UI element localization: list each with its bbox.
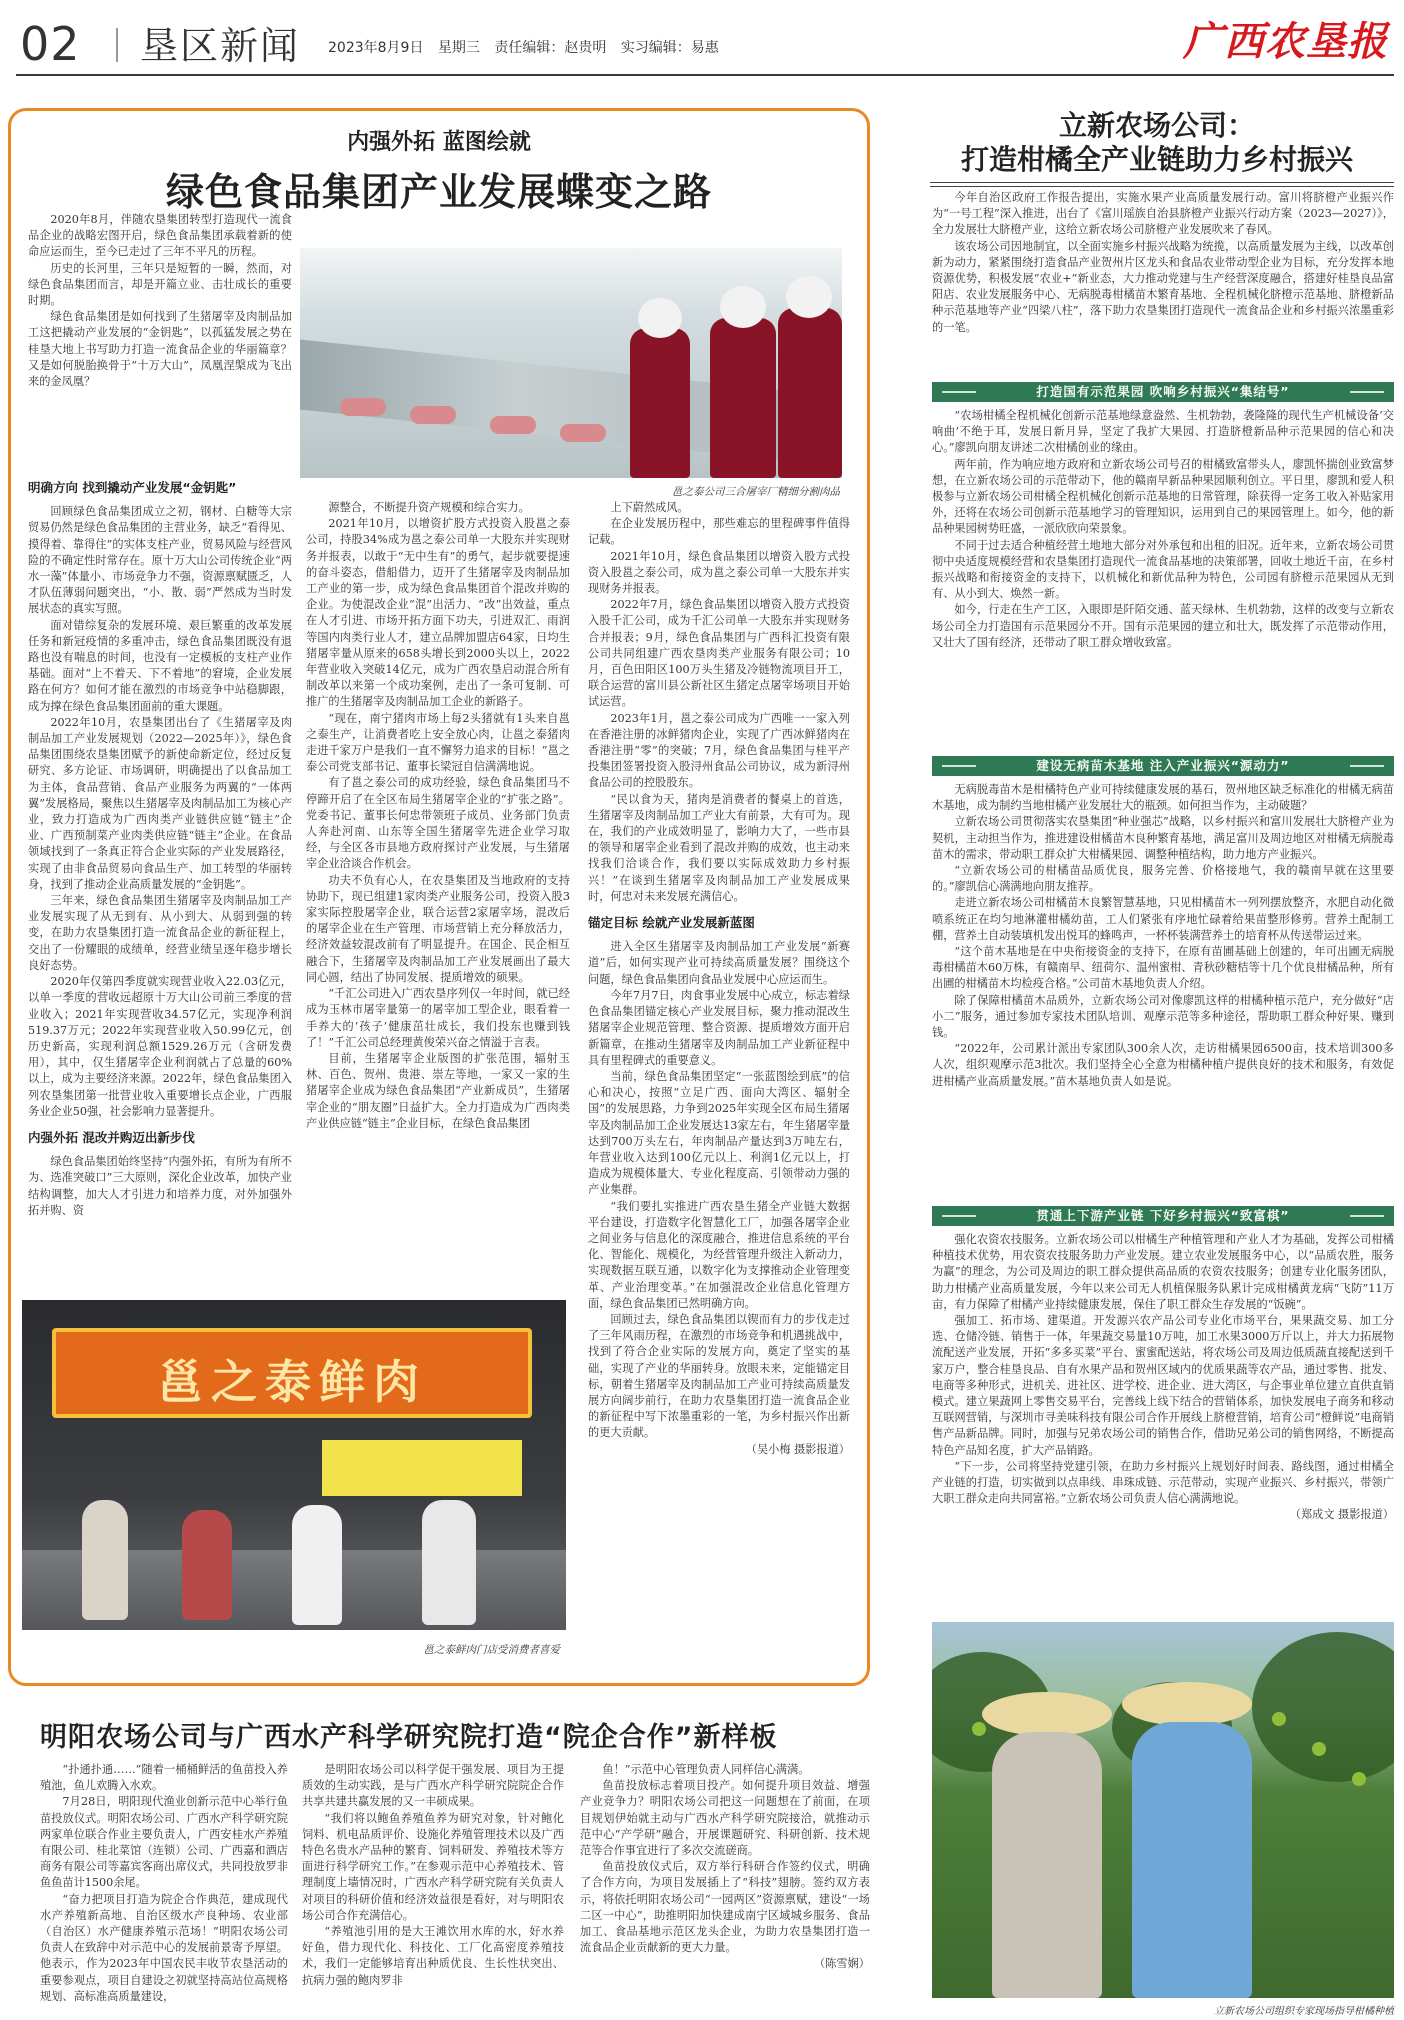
byline: （陈雪娴） bbox=[814, 1957, 870, 1971]
worker-figure bbox=[778, 308, 842, 478]
meat-cut bbox=[560, 424, 606, 442]
photo1-caption: 邕之泰公司三合屠宰厂精细分割肉品 bbox=[672, 486, 840, 498]
paragraph: 无病脱毒苗木是柑橘特色产业可持续健康发展的基石，贺州地区缺乏标准化的柑橘无病苗木基地，成为制约当地柑橘产业发展壮大的瓶颈。如何担当作为，主动破题？ bbox=[932, 783, 1394, 813]
paragraph: 如今，行走在生产工区，入眼即是阡陌交通、蓝天绿林、生机勃勃，这样的改变与立新农场公司全力打造国有示范果园分不开。国有示范果园的建立和壮大，既发挥了示范带动作用，又壮大了国有经济，还带动了职工群众增收致富。 bbox=[932, 603, 1394, 649]
paragraph: “2022年，公司累计派出专家团队300余人次，走访柑橘果园6500亩，技术培训300多人次，组织观摩示范3批次。我们坚持全心全意为柑橘种植户提供良好的技术和服务，有效促进柑橘产业高质量发展。”苗木基地负责人如是说。 bbox=[932, 1042, 1394, 1088]
paragraph: 立新农场公司贯彻落实农垦集团“种业强芯”战略，以乡村振兴和富川发展壮大脐橙产业为契机，主动担当作为，推进建设柑橘苗木良种繁育基地，满足富川及周边地区对柑橘无病脱毒苗木的需求，带动职工群众扩大柑橘果园、调整种植结构，助力地方产业振兴。 bbox=[932, 815, 1394, 861]
paragraph: 是明阳农场公司以科学促干强发展、项目为王提质效的生动实践，是与广西水产科学研究院院企合作共享共建共赢发展的又一丰硕成果。 bbox=[302, 1763, 564, 1809]
right-section-1 bbox=[932, 408, 1394, 752]
paragraph: 该农场公司因地制宜，以全面实施乡村振兴战略为统揽，以高质量发展为主线，以改革创新为动力，紧紧围绕打造食品产业贺州片区龙头和食品农业带动型企业为目标，充分发挥本地资源优势，积极发展“农业+”新业态，大力推动党建与生产经营深度融合，搭建好桂垦良品富阳店、农业发展服务中心、无病脱毒柑橘苗木繁育基地、全程机械化脐橙示范基地、脐橙新品种示范基地等产业“四梁八柱”，落下助力农垦集团打造现代一流食品企业和乡村振兴浓墨重彩的一笔。 bbox=[932, 239, 1394, 334]
photo2-caption: 邕之泰鲜肉门店受消费者喜爱 bbox=[423, 1644, 560, 1656]
paragraph: 今年自治区政府工作报告提出，实施水果产业高质量发展行动。富川将脐橙产业振兴作为“一号工程”深入推进，出台了《富川瑶族自治县脐橙产业振兴行动方案（2023—2027）》，全力发展壮大脐橙产业，这给立新农场公司脐橙产业发展吹来了春风。 bbox=[932, 191, 1394, 237]
masthead bbox=[16, 14, 1394, 76]
customer-figure bbox=[292, 1505, 342, 1625]
paragraph: 进入全区生猪屠宰及肉制品加工产业发展“新赛道”后，如何实现产业可持续高质量发展？围绕这个问题，绿色食品集团向食品业发展中心应运而生。 bbox=[588, 940, 850, 986]
paragraph: 回顾绿色食品集团成立之初，钢材、白糖等大宗贸易仍然是绿色食品集团的主营业务，缺乏“看得见、摸得着、靠得住”的实体支柱产业，贸易风险与经营风险的不确定性时常存在。原十万大山公司传统企业“两水一藻”体量小、市场竞争力不强，资源禀赋匮乏，人才队伍薄弱问题突出，“小、散、弱”严然成为当时发展状态的真实写照。 bbox=[28, 505, 292, 616]
promo-banner bbox=[322, 1440, 522, 1496]
paragraph: 2022年7月，绿色食品集团以增资入股方式投资入股千汇公司，成为千汇公司单一大股东并实现财务合并报表；9月，绿色食品集团与广西科汇投资有限公司共同组建广西农垦肉类产业服务有限公司；10月，百色田阳区100万头生猪及冷链物流项目开工，联合运营的富川县公新社区生猪定点屠宰场项目开始试运营。 bbox=[588, 598, 850, 709]
paragraph: 2023年1月，邕之泰公司成为广西唯一一家入列在香港注册的冰鲜猪肉企业，实现了广西冰鲜猪肉在香港注册“零”的突破；7月，绿色食品集团与桂平产投集团签署投资入股浔州食品公司协议，成为新浔州食品公司的控股股东。 bbox=[588, 711, 850, 790]
paragraph: “奋力把项目打造为院企合作典范，建成现代水产养殖新高地、自治区级水产良种场、农业部（自治区）水产健康养殖示范场！”明阳农场公司负责人在致辞中对示范中心的发展前景寄予厚望。他表示，作为2023年中国农民丰收节农垦活动的重要参观点，项目自建设之初就坚持高站位高规格规划、高标准高质量建设， bbox=[40, 1892, 288, 2003]
paragraph: “我们将以鲍鱼养殖鱼养为研究对象，针对鲍化饲料、机电品质评价、设施化养殖管理技术以及广西特色名贵水产品种的繁育、饲料研发、养殖技术等方面进行科学研究工作。”在参观示范中心养殖技术、管理制度上墙情况时，广西水产科学研究院有关负责人对项目的科研价值和经济效益很是看好，对与明阳农场公司合作充满信心。 bbox=[302, 1811, 564, 1922]
worker-cap bbox=[638, 298, 682, 338]
photo-credit: （吴小梅 摄影报道） bbox=[745, 1442, 850, 1456]
paragraph: 当前，绿色食品集团坚定“一张蓝图绘到底”的信心和决心，按照“立足广西、面向大湾区、辐射全国”的发展思路，力争到2025年实现全区布局生猪屠宰及肉制品加工企业发展达13家左右，年生猪屠宰量达到700万头左右，年肉制品产量达到3万吨左右，年营业收入达到100亿元以上、利润1亿元以上，打造成为规模体量大、专业化程度高、引领带动力强的产业集群。 bbox=[588, 1069, 850, 1197]
meat-cut bbox=[340, 398, 386, 416]
farmer-figure bbox=[1132, 1722, 1252, 1998]
paragraph: 鱼苗投放标志着项目投产。如何提升项目效益、增强产业竞争力？明阳农场公司把这一问题想在了前面，在项目规划伊始就主动与广西水产科学研究院接洽，就推动示范中心“产学研”融合，开展课题研究、科研创新、技术规范等合作事宜进行了多次交流磋商。 bbox=[580, 1779, 870, 1858]
meat-cut bbox=[490, 416, 536, 434]
paragraph: 绿色食品集团始终坚持“内强外拓，有所为有所不为、选准突破口”三大原则，深化企业改革，加快产业结构调整，加大人才引进力和培养力度，对外加强外拓并购、资 bbox=[28, 1155, 292, 1217]
subheading: 明确方向 找到撬动产业发展“金钥匙” bbox=[28, 480, 237, 495]
paragraph: 2021年10月，绿色食品集团以增资入股方式投资入股邕之泰公司，成为邕之泰公司单一大股东并实现财务并报表。 bbox=[588, 549, 850, 596]
newspaper-logo: 广西农垦报 bbox=[1183, 18, 1388, 65]
paragraph: 源整合，不断提升资产规模和综合实力。 bbox=[328, 501, 530, 514]
orchard-photo-caption: 立新农场公司组织专家现场指导柑橘种植 bbox=[1214, 2006, 1394, 2017]
paragraph: 走进立新农场公司柑橘苗木良繁智慧基地，只见柑橘苗木一列列摆放整齐，水肥自动化微喷系统正在均匀地淋灌柑橘幼苗，工人们紧张有序地忙碌着给果苗整形修剪。营养土配制工棚，营养土自动装填机发出悦耳的蜂鸣声，一杯杯装满营养土的培育杯从传送带运过来。 bbox=[932, 896, 1394, 942]
staff-figure bbox=[422, 1500, 476, 1625]
right-article-title-line2: 打造柑橘全产业链助力乡村振兴 bbox=[960, 143, 1353, 176]
title-rule bbox=[930, 186, 1394, 187]
paragraph: 面对错综复杂的发展环境、艰巨繁重的改革发展任务和新冠疫情的多重冲击，绿色食品集团既没有退路也没有喘息的时间，也没有一定模板的支柱产业作基础。面对“上不着天、下不着地”的窘境，企业发展路在何方？如何才能在激烈的市场竞争中站稳脚跟，成为撑在绿色食品集团面前的重大课题。 bbox=[28, 618, 292, 713]
paragraph: 目前，生猪屠宰企业版图的扩张范围，辐射玉林、百色、贺州、贵港、崇左等地，一家又一家的生猪屠宰企业成为绿色食品集团“产业新成员”，生猪屠宰企业的“朋友圈”日益扩大。全力打造成为广西肉类产业供应链“链主”企业目标，在绿色食品集团 bbox=[306, 1051, 570, 1130]
section-title: 垦区新闻 bbox=[140, 24, 301, 68]
issue-date: 2023年8月9日 bbox=[328, 40, 424, 56]
straw-hat bbox=[982, 1692, 1112, 1736]
feature-column-2 bbox=[306, 500, 570, 1290]
paragraph: “养殖池引用的是大王滩饮用水库的水，好水养好鱼，借力现代化、科技化、工厂化高密度养殖技术，我们一定能够培育出种质优良、生长性状突出、抗病力强的鲍肉罗非 bbox=[302, 1925, 564, 1987]
worker-figure bbox=[630, 328, 690, 478]
store-sign-text: 邕之泰鲜肉 bbox=[157, 1355, 427, 1409]
subhead-bar-2: 建设无病苗木基地 注入产业振兴“源动力” bbox=[932, 756, 1394, 776]
paragraph: 2020年仅第四季度就实现营业收入22.03亿元，以单一季度的营收远超原十万大山公司前三季度的营业收入；2021年实现营收34.57亿元，实现净利润519.37万元；2022年实现营业收入50.99亿元，创历史新高，实现利润总额1529.26万元（含研发费用），其中，仅生猪屠宰企业利润就占了总量的60%以上，成为主要经济来源。2022年，绿色食品集团入列农垦集团第一批营业收入重要增长点企业，广西服务业企业50强，社会影响力显著提升。 bbox=[28, 975, 292, 1118]
expert-figure bbox=[992, 1732, 1102, 1998]
paragraph: 绿色食品集团是如何找到了生猪屠宰及肉制品加工这把撬动产业发展的“金钥匙”，以孤猛发展之势在桂垦大地上书写助力打造一流食品企业的华丽篇章？又是如何脱胎换骨于“十万大山”，凤凰涅槃成为飞出来的金凤凰？ bbox=[28, 310, 292, 389]
citrus-fruit bbox=[1352, 1772, 1366, 1786]
paragraph: 回顾过去，绿色食品集团以锲而有力的步伐走过了三年风雨历程，在激烈的市场竞争和机遇挑战中，找到了符合企业实际的发展方向，奠定了坚实的基础，实现了产业的华丽转身。放眼未来，定能锚定目标，朝着生猪屠宰及肉制品加工产业可持续高质量发展方向阔步前行，在助力农垦集团打造一流食品企业的新征程中写下浓墨重彩的一笔，为乡村振兴作出新的更大贡献。 bbox=[588, 1312, 850, 1440]
responsible-editor: 责任编辑：赵贵明 bbox=[494, 40, 607, 56]
paragraph: “现在，南宁猪肉市场上每2头猪就有1头来自邕之泰生产，让消费者吃上安全放心肉，让邕之泰猪肉走进千家万户是我们一直不懈努力追求的目标！”邕之泰公司党支部书记、董事长梁冠自信满满地说。 bbox=[306, 711, 570, 774]
paragraph: 除了保障柑橘苗木品质外，立新农场公司对像廖凯这样的柑橘种植示范户，充分做好“店小二”服务，通过参加专家技术团队培训、观摩示范等多种途径，帮助职工群众种好果、赚到钱。 bbox=[932, 993, 1394, 1040]
paragraph: 鱼苗投放仪式后，双方举行科研合作签约仪式，明确了合作方向，为项目发展插上了“科技”翅膀。签约双方表示，将依托明阳农场公司“一园两区”资源禀赋，建设“一场二区一中心”，助推明阳加快建成南宁区域城乡服务、食品加工、食品基地示范区龙头企业，为助力农垦集团打造一流食品企业贡献新的更大力量。 bbox=[580, 1860, 870, 1955]
paragraph: “千汇公司进入广西农垦序列仅一年时间，就已经成为玉林市屠宰量第一的屠宰加工型企业，眼看着一手养大的‘孩子’健康茁壮成长，我们投东也赚到钱了！”千汇公司总经理黄俊荣兴奋之情溢于言表。 bbox=[306, 987, 570, 1049]
paragraph: 两年前，作为响应地方政府和立新农场公司号召的柑橘致富带头人，廖凯怀揣创业致富梦想，在立新农场公司的示范带动下，他的赣南早新品种果园顺利创立。平日里，廖凯和爱人积极参与立新农场公司柑橘全程机械化创新示范基地的日常管理，除获得一定务工收入补贴家用外，还将在农场公司创新示范基地学习的管理知识，运用到自己的果园管理上。如今，他的新品种果园树势旺盛，一派欣欣向荣景象。 bbox=[932, 457, 1394, 536]
paragraph: 在企业发展历程中，那些难忘的里程碑事件值得记载。 bbox=[588, 517, 850, 547]
customer-figure bbox=[182, 1510, 232, 1620]
subheading: 锚定目标 绘就产业发展新蓝图 bbox=[588, 915, 755, 931]
paragraph: “农场柑橘全程机械化创新示范基地绿意盎然、生机勃勃，袭隆隆的现代生产机械设备‘交响曲’不绝于耳，发展日新月异，坚定了我扩大果园、打造脐橙新品种示范果园的信心和决心。”廖凯向朋友讲述二次柑橘创业的缘由。 bbox=[932, 409, 1394, 455]
subhead-bar-1: 打造国有示范果园 吹响乡村振兴“集结号” bbox=[932, 382, 1394, 402]
meat-processing-photo bbox=[300, 248, 842, 478]
orchard-photo bbox=[932, 1622, 1394, 1998]
paragraph: 强化农资农技服务。立新农场公司以柑橘生产种植管理和产业人才为基础，发挥公司柑橘种植技术优势，用农资农技服务助力产业发展。建立农业发展服务中心，以“品质农胜，服务为赢”的理念，为公司及周边的职工群众提供高品质的农资农技服务；创建专业化服务团队，助力柑橘产业高质量发展，今年以来公司无人机植保服务队累计完成柑橘黄龙病“飞防”11万亩，有力保障了柑橘产业持续健康发展，保住了职工群众生存发展的“饭碗”。 bbox=[932, 1233, 1394, 1311]
paragraph: “下一步，公司将坚持党建引领，在助力乡村振兴上规划好时间表、路线图，通过柑橘全产业链的打造，切实做到以点串线、串珠成链、示范带动，实现产业振兴、乡村振兴，带领广大职工群众走向共同富裕。”立新农场公司负责人信心满满地说。 bbox=[932, 1459, 1394, 1506]
worker-cap bbox=[786, 276, 832, 318]
foliage bbox=[1252, 1632, 1394, 1782]
paragraph: 功夫不负有心人，在农垦集团及当地政府的支持协助下，现已组建1家肉类产业服务公司，投资入股3家实际控股屠宰企业，联合运营2家屠宰场，混改后的屠宰企业在生产管理、市场营销上充分释放活力，经济效益较混改前有了明显提升。在国企、民企相互融合下，生猪屠宰及肉制品加工产业发展画出了最大同心圆，结出了协同发展、提质增效的硕果。 bbox=[306, 873, 570, 984]
bottom-column-3 bbox=[580, 1762, 870, 2012]
paragraph: “这个苗木基地是在中央衔接资金的支持下，在原有苗圃基础上创建的，年可出圃无病脱毒柑橘苗木60万株，有赣南早、纽荷尔、温州蜜柑、青秋砂糖桔等十几个优良柑橘品种，所有出圃的柑橘苗木均检疫合格。”公司苗木基地负责人介绍。 bbox=[932, 945, 1394, 991]
page-number: 02 bbox=[20, 17, 81, 71]
straw-hat bbox=[1122, 1682, 1252, 1726]
paragraph: 三年来，绿色食品集团生猪屠宰及肉制品加工产业发展实现了从无到有、从小到大、从弱到强的转变，在助力农垦集团打造一流食品企业的新征程上，交出了一份耀眼的成绩单，经营业绩呈逐年稳步增长良好态势。 bbox=[28, 894, 292, 972]
citrus-fruit bbox=[972, 1722, 986, 1736]
right-section-3 bbox=[932, 1232, 1394, 1616]
paragraph: 历史的长河里，三年只是短暂的一瞬，然而，对绿色食品集团而言，却是开篇立业、击壮成长的重要时期。 bbox=[28, 261, 292, 308]
paragraph: 今年7月7日，肉食事业发展中心成立，标志着绿色食品集团锚定核心产业发展目标，聚力推动混改生猪屠宰企业规范管理、整合资源、提质增效方面开启新篇章，在推动生猪屠宰及肉制品加工产业新征程中具有里程碑式的重要意义。 bbox=[588, 988, 850, 1067]
title-rule bbox=[930, 182, 1394, 183]
paragraph: 2022年10月，农垦集团出台了《生猪屠宰及肉制品加工产业发展规划（2022—2025年）》，绿色食品集团围绕农垦集团赋予的新使命新定位，经过反复研究、多方论证、市场调研，明确提出了以食品加工为主体，食品营销、食品产业服务为两翼的“一体两翼”发展格局，聚焦以生猪屠宰及肉制品加工为核心产业，致力打造成为广西肉类产业链供应链“链主”企业、广西预制菜产业肉类供应链“链主”企业。在食品领域找到了一条真正符合企业实际的产业发展路径，实现了由非食品贸易向食品生产、加工转型的华丽转身，找到了推动企业高质量发展的“金钥匙”。 bbox=[28, 715, 292, 891]
photo-credit: （郑成文 摄影报道） bbox=[1289, 1508, 1394, 1522]
paragraph: 鱼！”示范中心管理负责人同样信心满满。 bbox=[602, 1763, 810, 1776]
subheading: 内强外拓 混改并购迈出新步伐 bbox=[28, 1129, 195, 1145]
right-intro bbox=[932, 190, 1394, 376]
paragraph: 上下蔚然成风。 bbox=[610, 501, 689, 514]
paragraph: “立新农场公司的柑橘苗品质优良，服务完善、价格接地气，我的赣南早就在这里要的。”廖凯信心满满地向朋友推荐。 bbox=[932, 864, 1394, 894]
issue-weekday: 星期三 bbox=[437, 40, 480, 56]
feature-headline: 绿色食品集团产业发展蝶变之路 bbox=[165, 170, 712, 214]
paragraph: 2021年10月，以增资扩股方式投资入股邕之泰公司，持股34%成为邕之泰公司单一大股东并实现财务并报表，以敢于“无中生有”的勇气，起步就要提速的奋斗姿态，借船借力，迈开了生猪屠宰及肉制品加工产业的第一步，成为绿色食品集团首个混改并购的企业。为使混改企业“混”出活力、“改”出效益，重点在人才引进、市场开拓方面下功夫，引进双汇、雨润等国内肉类行业人才，建立品牌加盟店64家，日均生猪屠宰量从原来的658头增长到2000头以上，2022年营业收入突破14亿元，成为广西农垦启动混合所有制改革以来第一个成功案例，走出了一条可复制、可推广的生猪屠宰及肉制品加工企业的新路子。 bbox=[306, 517, 570, 709]
issue-meta bbox=[328, 38, 729, 58]
paragraph: 有了邕之泰公司的成功经验，绿色食品集团马不停蹄开启了在全区布局生猪屠宰企业的“扩张之路”。党委书记、董事长何忠带领班子成员、业务部门负责人奔赴河南、山东等全国生猪屠宰先进企业学习取经，与全区各市县地方政府探讨产业发展，与生猪屠宰企业洽谈合作机会。 bbox=[306, 776, 570, 871]
bottom-article-headline: 明阳农场公司与广西水产科学研究院打造“院企合作”新样板 bbox=[40, 1722, 778, 1753]
storefront-photo bbox=[22, 1300, 566, 1630]
subhead-bar-3: 贯通上下游产业链 下好乡村振兴“致富棋” bbox=[932, 1206, 1394, 1226]
intern-editor: 实习编辑：易惠 bbox=[620, 40, 719, 56]
citrus-fruit bbox=[1272, 1712, 1286, 1726]
masthead-divider bbox=[116, 28, 118, 62]
store-signboard bbox=[52, 1328, 532, 1418]
paragraph: 2020年8月，伴随农垦集团转型打造现代一流食品企业的战略宏图开启，绿色食品集团承载着新的使命应运而生，至今已走过了三年不平凡的历程。 bbox=[28, 213, 292, 259]
right-section-2 bbox=[932, 782, 1394, 1200]
paragraph: 强加工、拓市场、建渠道。开发源兴农产品公司专业化市场平台，果果蔬交易、加工分选、仓储冷链、销售于一体，年果蔬交易量10万吨，加工水果3000万斤以上，并大力拓展物流配送产业发展，开拓“多多买菜”平台、蜜蜜配送站，将农场公司及周边低质蔬直接配送到千家万户，整合桂垦良品、自有水果产品和贺州区域内的优质果蔬等农产品，通过零售、批发、电商等多种形式，进机关、进社区、进学校、进企业、进大湾区，与企事业单位建立直供直销模式。建立果蔬网上零售交易平台，完善线上线下结合的营销体系，加快发展电子商务和移动互联网营销，与深圳市寻美味科技有限公司合作开展线上脐橙营销，培育公司“橙鲜说”电商销售产品新品牌。同时，加强与兄弟农场公司的销售合作，借助兄弟公司的销售网络，不断提高特色产品知名度，扩大产品销路。 bbox=[932, 1314, 1394, 1457]
citrus-fruit bbox=[1312, 1742, 1326, 1756]
feature-column-3 bbox=[588, 500, 850, 1670]
worker-cap bbox=[720, 286, 766, 328]
paragraph: “我们要扎实推进广西农垦生猪全产业链大数据平台建设，打造数字化智慧化工厂，加强各屠宰企业之间业务与信息化的深度融合，推进信息系统的平台化、智能化、规模化，为经营管理升级注入新动力，实现数据互联互通，以数字化为支撑推动企业管理变革、产业治理变革。”在加强混改企业信息化管理方面，绿色食品集团已然明确方向。 bbox=[588, 1199, 850, 1310]
feature-column-1-lower bbox=[28, 470, 292, 1288]
paragraph: 7月28日，明阳现代渔业创新示范中心举行鱼苗投放仪式。明阳农场公司、广西水产科学研究院两家单位联合作业主要负责人，广西安桂水产养殖有限公司、桂北菜馆（连锁）公司、广西嘉和酒店商务有限公司等嘉宾客商出席仪式，共同投放罗非鱼鱼苗计1500余尾。 bbox=[40, 1795, 288, 1890]
paragraph: “扑通扑通……”随着一桶桶鲜活的鱼苗投入养殖池，鱼儿欢腾入水欢。 bbox=[40, 1763, 288, 1793]
feature-column-1 bbox=[28, 212, 292, 468]
paragraph: 不同于过去适合种植经营土地地大部分对外承包和出租的旧况。近年来，立新农场公司贯彻中央适度规模经营和农垦集团打造现代一流食品基地的决策部署，回收土地近千亩，在乡村振兴战略和衔接资金的支持下，以机械化和新优品种为特色，公司园有脐橙示范果园从无到有、从小到大、焕然一新。 bbox=[932, 538, 1394, 601]
meat-cut bbox=[410, 406, 456, 424]
bottom-column-2 bbox=[302, 1762, 564, 2012]
bottom-column-1 bbox=[40, 1762, 288, 2012]
paragraph: “民以食为天，猪肉是消费者的餐桌上的首选，生猪屠宰及肉制品加工产业大有前景，大有可为。现在，我们的产业成效明显了，影响力大了，一些市县的领导和屠宰企业看到了混改并购的成效，也主动来找我们洽谈合作，我们要以实际成效助力乡村振兴！”在谈到生猪屠宰及肉制品加工产业发展成果时，何忠对未来发展充满信心。 bbox=[588, 792, 850, 903]
feature-kicker: 内强外拓 蓝图绘就 bbox=[347, 129, 531, 155]
worker-figure bbox=[710, 318, 776, 478]
customer-figure bbox=[82, 1500, 128, 1620]
right-article-title-line1: 立新农场公司： bbox=[1058, 109, 1255, 142]
